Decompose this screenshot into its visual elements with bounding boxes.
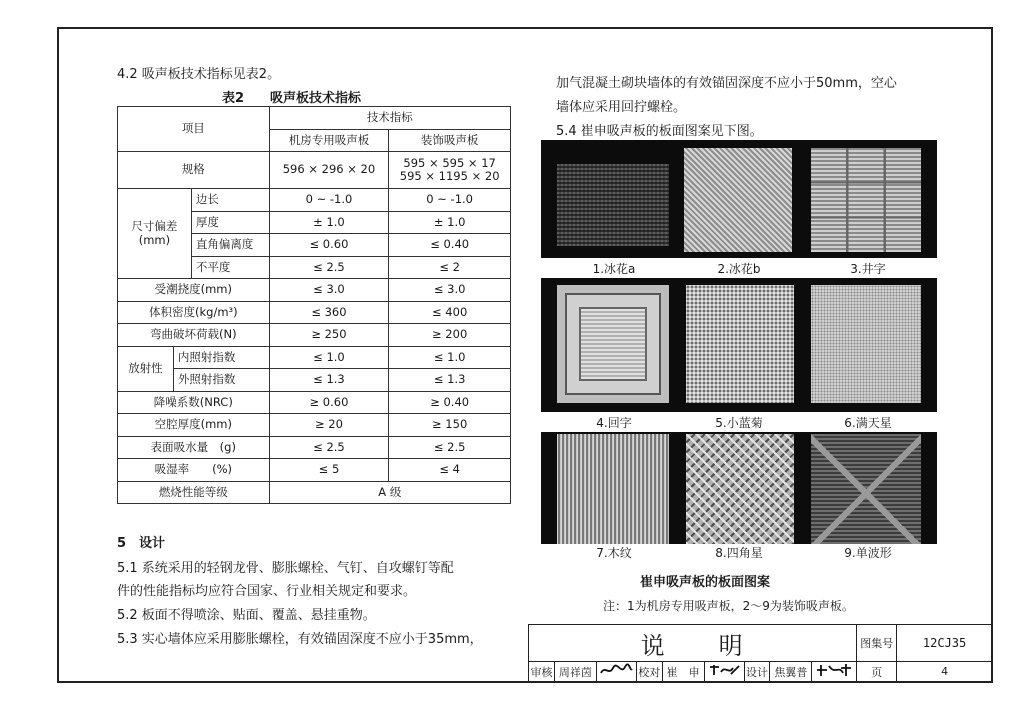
pattern-grid [541,140,937,560]
caption-row-2 [541,412,937,432]
nrc-label: 降噪系数(NRC) [118,391,270,414]
caption-row-1 [541,258,937,278]
spec-c2 [389,152,511,189]
design-p51b: 件的性能指标均应符合国家、行业相关规定和要求。 [117,584,417,599]
head-col2: 装饰吸声板 [389,129,511,152]
pattern-4-swatch [557,285,669,403]
dev-row-c1: ≤ 2.5 [269,256,389,279]
pattern-caption: 8.四角星 [715,546,763,560]
absorb-c1: ≤ 5 [269,459,389,482]
intro-text: 4.2 吸声板技术指标见表2。 [117,67,281,82]
design-heading: 5 设计 [117,536,166,551]
head-group: 技术指标 [269,107,510,130]
pattern-caption: 6.满天星 [844,416,892,430]
cavity-c2: ≥ 150 [389,414,511,437]
caption-row-3 [541,544,937,560]
bend-label: 弯曲破坏荷载(N) [118,324,270,347]
moist-c2: ≤ 3.0 [389,279,511,302]
dev-label-b: (mm) [138,232,171,247]
water-label: 表面吸水量 (g) [118,436,270,459]
pattern-3-swatch [811,148,921,252]
dev-row-label: 厚度 [191,211,269,234]
dev-row-label: 边长 [191,189,269,212]
spec-table [117,106,511,504]
dev-row-c2: ≤ 0.40 [389,234,511,257]
dev-label [118,189,192,279]
check-name: 崔 申 [662,662,704,682]
density-label: 体积密度(kg/m³) [118,301,270,324]
page-number: 4 [897,662,993,682]
fire-value: A 级 [269,481,510,504]
dev-row-c1: 0 ~ -1.0 [269,189,389,212]
density-c1: ≤ 360 [269,301,389,324]
radio-label: 放射性 [118,346,174,391]
dev-row-c2: ≤ 2 [389,256,511,279]
radio-row-label: 内照射指数 [173,346,269,369]
nrc-c1: ≥ 0.60 [269,391,389,414]
fire-label: 燃烧性能等级 [118,481,270,504]
title-block [528,624,993,683]
dev-row-c1: ± 1.0 [269,211,389,234]
design-signature [812,662,857,682]
review-label: 审核 [529,662,555,682]
spec-c2b: 595 × 1195 × 20 [399,169,500,183]
water-c1: ≤ 2.5 [269,436,389,459]
pattern-7-swatch [557,434,669,544]
pattern-6-swatch [811,285,921,403]
pattern-8-swatch [686,434,794,544]
pattern-9-swatch [811,434,921,544]
pattern-caption: 1.冰花a [592,262,636,276]
pattern-caption: 2.冰花b [717,262,761,276]
right-line3: 5.4 崔申吸声板的板面图案见下图。 [556,124,763,139]
water-c2: ≤ 2.5 [389,436,511,459]
spec-label: 规格 [118,152,270,189]
radio-row-label: 外照射指数 [173,369,269,392]
pattern-caption: 9.单波形 [844,546,892,560]
head-col1: 机房专用吸声板 [269,129,389,152]
design-label: 设计 [744,662,770,682]
pattern-caption: 4.回字 [596,416,632,430]
figure-title: 崔申吸声板的板面图案 [640,575,771,590]
radio-row-c2: ≤ 1.0 [389,346,511,369]
radio-row-c2: ≤ 1.3 [389,369,511,392]
check-signature [704,662,744,682]
right-line1: 加气混凝土砌块墙体的有效锚固深度不应小于50mm，空心 [556,76,897,91]
atlas-number: 12CJ35 [897,625,993,662]
review-name: 周祥茵 [554,662,596,682]
radio-row-c1: ≤ 1.3 [269,369,389,392]
absorb-c2: ≤ 4 [389,459,511,482]
head-item: 项目 [118,107,270,152]
table-caption: 表2 吸声板技术指标 [222,91,362,106]
moist-c1: ≤ 3.0 [269,279,389,302]
pattern-1-swatch [557,164,669,246]
check-label: 校对 [636,662,662,682]
dev-row-label: 直角偏离度 [191,234,269,257]
dev-row-c2: 0 ~ -1.0 [389,189,511,212]
pattern-2-swatch [684,148,792,252]
radio-row-c1: ≤ 1.0 [269,346,389,369]
design-p52: 5.2 板面不得喷涂、贴面、覆盖、悬挂重物。 [117,608,376,623]
dev-row-label: 不平度 [191,256,269,279]
dev-label-a: 尺寸偏差 [131,219,178,234]
design-p53: 5.3 实心墙体应采用膨胀螺栓，有效锚固深度不应小于35mm， [117,632,483,647]
spec-c2a: 595 × 595 × 17 [403,155,496,170]
cavity-label: 空腔厚度(mm) [118,414,270,437]
bend-c2: ≥ 200 [389,324,511,347]
pattern-caption: 5.小蓝菊 [715,416,763,430]
pattern-caption: 3.井字 [850,262,886,276]
review-signature [596,662,636,682]
cavity-c1: ≥ 20 [269,414,389,437]
design-p51a: 5.1 系统采用的轻钢龙骨、膨胀螺栓、气钉、自攻螺钉等配 [117,561,454,576]
nrc-c2: ≥ 0.40 [389,391,511,414]
absorb-label: 吸湿率 (%) [118,459,270,482]
bend-c1: ≥ 250 [269,324,389,347]
density-c2: ≤ 400 [389,301,511,324]
dev-row-c2: ± 1.0 [389,211,511,234]
pattern-caption: 7.木纹 [596,546,632,560]
page-label: 页 [857,662,897,682]
moist-label: 受潮挠度(mm) [118,279,270,302]
design-name: 焦翼普 [770,662,812,682]
pattern-5-swatch [686,285,794,403]
spec-c1: 596 × 296 × 20 [269,152,389,189]
sheet-title: 说 明 [529,625,857,662]
right-line2: 墙体应采用回拧螺栓。 [556,100,687,115]
atlas-label: 图集号 [857,625,897,662]
dev-row-c1: ≤ 0.60 [269,234,389,257]
figure-note: 注：1为机房专用吸声板，2～9为装饰吸声板。 [603,599,854,613]
